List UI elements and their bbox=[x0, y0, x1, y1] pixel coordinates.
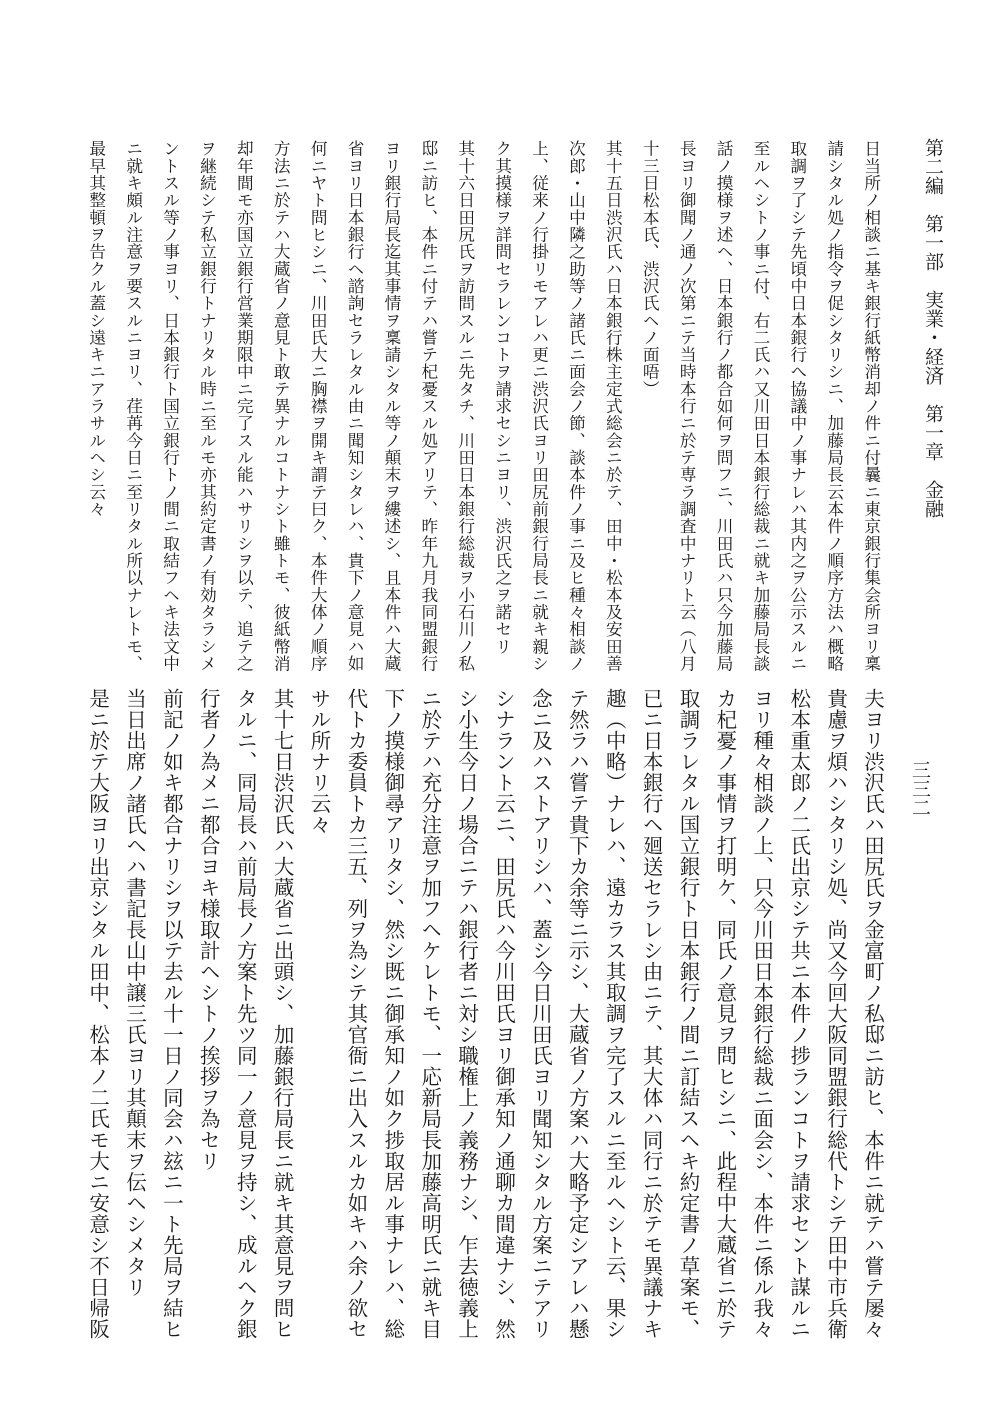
upper-block-line-19: ヲ継続シテ私立銀行トナリタル時ニ至ルモ亦其約定書ノ有効タラシメ bbox=[197, 140, 217, 672]
lower-block-line-9: テ然ラハ嘗テ貴下カ余等ニ示シ、大蔵省ノ方案ハ大略予定シアレハ懸 bbox=[565, 688, 590, 1340]
upper-text-block bbox=[80, 140, 881, 672]
upper-block-line-22: 最早其整頓ヲ告クル蓋シ遠キニアラサルヘシ云々 bbox=[86, 140, 106, 518]
upper-block-line-14: ヨリ銀行局長迄其事情ヲ稟請シタル等ノ顛末ヲ縷述シ、且本件ハ大蔵 bbox=[381, 140, 401, 672]
lower-block-line-20: 前記ノ如キ都合ナリシヲ以テ去ル十一日ノ同会ハ玆ニ一ト先局ヲ結ヒ bbox=[159, 688, 184, 1340]
upper-block-line-12: 其十六日田尻氏ヲ訪問スルニ先タチ、川田日本銀行総裁ヲ小石川ノ私 bbox=[455, 140, 475, 672]
upper-block-line-1: 日当所ノ相談ニ基キ銀行紙幣消却ノ件ニ付曩ニ東京銀行集会所ヨリ稟 bbox=[861, 140, 881, 672]
lower-block-line-17: 其十七日渋沢氏ハ大蔵省ニ出頭シ、加藤銀行局長ニ就キ其意見ヲ問ヒ bbox=[270, 688, 295, 1340]
upper-block-line-5: 話ノ摸様ヲ述ヘ、日本銀行ノ都合如何ヲ問フニ、川田氏ハ只今加藤局 bbox=[714, 140, 734, 672]
upper-block-line-6: 長ヨリ御聞ノ通ノ次第ニテ当時本行ニ於テ専ラ調査中ナリト云（八月 bbox=[677, 140, 697, 672]
lower-block-line-19: 行者ノ為メニ都合ヨキ様取計ヘシトノ挨拶ヲ為セリ bbox=[196, 688, 221, 1172]
lower-block-line-13: ニ於テハ充分注意ヲ加フヘケレトモ、一応新局長加藤高明氏ニ就キ目 bbox=[417, 688, 442, 1340]
upper-block-line-10: 上、従来ノ行掛リモアレハ更ニ渋沢氏ヨリ田尻前銀行局長ニ就キ親シ bbox=[529, 140, 549, 672]
upper-block-line-2: 請シタル処ノ指令ヲ促シタリシニ、加藤局長云本件ノ順序方法ハ概略 bbox=[824, 140, 844, 672]
upper-block-line-11: ク其摸様ヲ詳問セラレンコトヲ請求セシニヨリ、渋沢氏之ヲ諾セリ bbox=[492, 140, 512, 655]
lower-block-line-10: 念ニ及ハストアリシハ、蓋シ今日川田氏ヨリ聞知シタル方案ニテアリ bbox=[528, 688, 553, 1340]
lower-block-line-11: シナラント云ニ、田尻氏ハ今川田氏ヨリ御承知ノ通聊カ間違ナシ、然 bbox=[491, 688, 516, 1340]
upper-block-line-15: 省ヨリ日本銀行ヘ諮詢セラレタル由ニ聞知シタレハ、貴下ノ意見ハ如 bbox=[345, 140, 365, 672]
lower-block-line-4: ヨリ種々相談ノ上、只今川田日本銀行総裁ニ面会シ、本件ニ係ル我々 bbox=[749, 688, 774, 1340]
upper-block-line-17: 方法ニ於テハ大蔵省ノ意見ト敢テ異ナルコトナシト雖トモ、彼紙幣消 bbox=[271, 140, 291, 672]
lower-block-line-14: 下ノ摸様御尋アリタシ、然シ既ニ御承知ノ如ク捗取居ル事ナレハ、総 bbox=[380, 688, 405, 1340]
lower-block-line-22: 是ニ於テ大阪ヨリ出京シタル田中、松本ノ二氏モ大ニ安意シ不日帰阪 bbox=[85, 688, 110, 1340]
upper-block-line-20: ントスル等ノ事ヨリ、日本銀行ト国立銀行トノ間ニ取結フヘキ法文中 bbox=[160, 140, 180, 672]
lower-block-line-18: タルニ、同局長ハ前局長ノ方案ト先ツ同一ノ意見ヲ持シ、成ルヘク銀 bbox=[233, 688, 258, 1340]
upper-block-line-13: 邸ニ訪ヒ、本件ニ付テハ嘗テ杞憂スル処アリテ、昨年九月我同盟銀行 bbox=[418, 140, 438, 672]
upper-block-line-7: 十三日松本氏、渋沢氏ヘノ面唔） bbox=[640, 140, 660, 398]
upper-block-line-18: 却年間モ亦国立銀行営業期限中ニ完了スル能ハサリシヲ以テ、追テ之 bbox=[234, 140, 254, 672]
upper-block-line-21: ニ就キ頗ル注意ヲ要スルニヨリ、荏苒今日ニ至リタル所以ナレトモ、 bbox=[123, 140, 143, 672]
upper-block-line-3: 取調ヲ了シテ先頃中日本銀行へ協議中ノ事ナレハ其内之ヲ公示スルニ bbox=[787, 140, 807, 672]
upper-block-line-4: 至ルヘシトノ事ニ付、右二氏ハ又川田日本銀行総裁ニ就キ加藤局長談 bbox=[750, 140, 770, 672]
upper-block-line-8: 其十五日渋沢氏ハ日本銀行株主定式総会ニ於テ、田中・松本及安田善 bbox=[603, 140, 623, 672]
lower-block-line-7: 已ニ日本銀行ヘ廻送セラレシ由ニテ、其大体ハ同行ニ於テモ異議ナキ bbox=[639, 688, 664, 1340]
upper-block-line-16: 何ニヤト問ヒシニ、川田氏大ニ胸襟ヲ開キ謂テ曰ク、本件大体ノ順序 bbox=[308, 140, 328, 672]
lower-block-line-5: カ杞憂ノ事情ヲ打明ケ、同氏ノ意見ヲ問ヒシニ、此程中大蔵省ニ於テ bbox=[712, 688, 737, 1340]
lower-block-line-12: シ小生今日ノ場合ニテハ銀行者ニ対シ職権上ノ義務ナシ、乍去徳義上 bbox=[454, 688, 479, 1340]
lower-block-line-16: サル所ナリ云々 bbox=[307, 688, 332, 836]
lower-block-line-1: 夫ヨリ渋沢氏ハ田尻氏ヲ金富町ノ私邸ニ訪ヒ、本件ニ就テハ嘗テ屡々 bbox=[860, 688, 885, 1340]
page-number: 三三二 bbox=[909, 760, 931, 817]
lower-block-line-3: 松本重太郎ノ二氏出京シテ共ニ本件ノ捗ランコトヲ請求セント謀ルニ bbox=[786, 688, 811, 1340]
lower-block-line-2: 貴慮ヲ煩ハシタリシ処、尚又今回大阪同盟銀行総代トシテ田中市兵衛 bbox=[823, 688, 848, 1340]
lower-block-line-6: 取調ラレタル国立銀行ト日本銀行ノ間ニ訂結スヘキ約定書ノ草案モ、 bbox=[676, 688, 701, 1340]
lower-block-line-15: 代トカ委員トカ三五、列ヲ為シテ其官衙ニ出入スルカ如キハ余ノ欲セ bbox=[343, 688, 368, 1340]
lower-block-line-21: 当日出席ノ諸氏ヘハ書記長山中譲三氏ヨリ其顛末ヲ伝ヘシメタリ bbox=[122, 688, 147, 1298]
lower-text-block bbox=[80, 688, 885, 1340]
running-header: 第二編 第一部 実業・経済 第一章 金融 bbox=[922, 138, 944, 518]
upper-block-line-9: 次郎・山中隣之助等ノ諸氏ニ面会ノ節、談本件ノ事ニ及ヒ種々相談ノ bbox=[566, 140, 586, 672]
lower-block-line-8: 趣（中略）ナレハ、遠カラス其取調ヲ完了スルニ至ルヘシト云、果シ bbox=[602, 688, 627, 1340]
